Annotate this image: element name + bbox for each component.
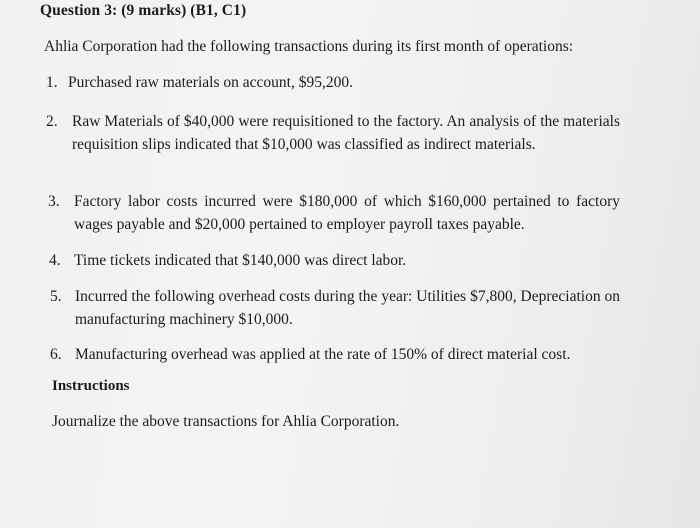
- instructions-heading: Instructions: [52, 378, 130, 394]
- item-text: Factory labor costs incurred were $180,000 of which $160,000 pertained to factory wages payable and $20,000 pertained to employer payroll taxes payable.: [74, 193, 620, 233]
- item-number: 5.: [50, 288, 62, 305]
- instructions-text: Journalize the above transactions for Ahlia Corporation.: [52, 413, 400, 430]
- item-text: Raw Materials of $40,000 were requisitioned to the factory. An analysis of the materials requisition slips indicated that $10,000 was classified as indirect materials.: [72, 113, 620, 153]
- item-text: Manufacturing overhead was applied at the rate of 150% of direct material cost.: [75, 346, 571, 363]
- item-number: 3.: [48, 193, 60, 210]
- item-number: 6.: [50, 346, 62, 363]
- item-number: 1.: [46, 74, 58, 91]
- item-number: 2.: [46, 113, 58, 130]
- item-text: Incurred the following overhead costs during the year: Utilities $7,800, Depreciation on manufacturing machinery $10,000.: [75, 288, 620, 328]
- question-title: Question 3: (9 marks) (B1, C1): [40, 2, 247, 19]
- item-text: Purchased raw materials on account, $95,200.: [68, 74, 353, 91]
- item-number: 4.: [49, 252, 61, 269]
- item-text: Time tickets indicated that $140,000 was direct labor.: [74, 252, 407, 269]
- question-intro: Ahlia Corporation had the following transactions during its first month of operations:: [44, 38, 574, 55]
